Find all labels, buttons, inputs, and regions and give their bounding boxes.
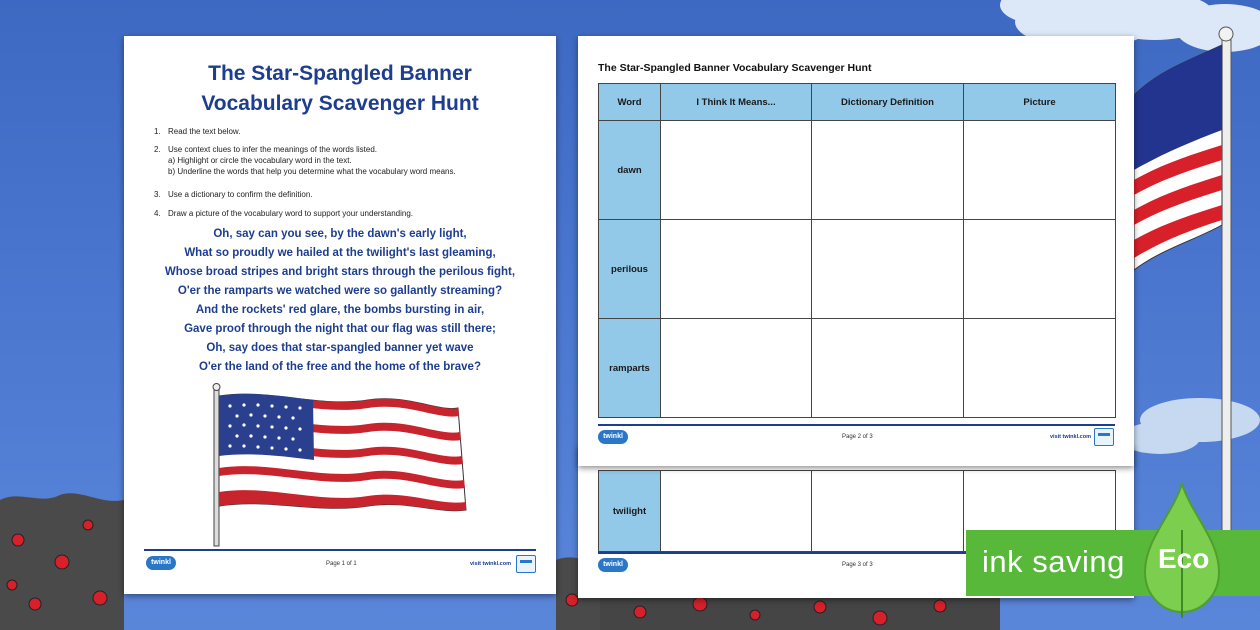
word-cell: dawn <box>599 121 661 220</box>
twinkl-logo: twinkl <box>598 430 628 444</box>
header-word: Word <box>599 84 661 121</box>
eco-label: Eco <box>1158 543 1210 574</box>
visit-link[interactable]: visit twinkl.com <box>470 561 511 567</box>
i-think-it-means-cell[interactable] <box>661 319 812 418</box>
poem-line: Oh, say does that star-spangled banner yet wave <box>206 342 474 354</box>
worksheet-page-1 <box>124 36 556 594</box>
picture-cell[interactable] <box>964 220 1116 319</box>
instruction-sub-a: a) Highlight or circle the vocabulary word in the text. <box>168 156 352 165</box>
word-cell: perilous <box>599 220 661 319</box>
i-think-it-means-cell[interactable] <box>661 471 812 552</box>
poem-line: Oh, say can you see, by the dawn's early light, <box>213 228 467 240</box>
footer-rule <box>144 549 536 551</box>
table-header-row <box>599 84 1116 121</box>
american-flag-illustration <box>208 382 478 552</box>
dictionary-definition-cell[interactable] <box>812 319 964 418</box>
instruction-text: Use a dictionary to confirm the definition. <box>168 190 313 199</box>
table-row <box>599 121 1116 220</box>
twinkl-logo: twinkl <box>598 558 628 572</box>
table-row <box>599 220 1116 319</box>
instruction-number: 1. <box>154 127 161 136</box>
dictionary-definition-cell[interactable] <box>812 471 964 552</box>
picture-cell[interactable] <box>964 121 1116 220</box>
twinkl-logo: twinkl <box>146 556 176 570</box>
poem-line: What so proudly we hailed at the twilight's last gleaming, <box>184 247 496 259</box>
i-think-it-means-cell[interactable] <box>661 220 812 319</box>
footer-rule <box>598 424 1115 426</box>
instruction-4 <box>154 208 544 219</box>
poem-stanza <box>124 225 556 377</box>
cloud <box>1120 398 1260 454</box>
poem-line: Gave proof through the night that our flag was still there; <box>184 323 496 335</box>
instruction-text: Read the text below. <box>168 127 241 136</box>
picture-cell[interactable] <box>964 319 1116 418</box>
instruction-number: 4. <box>154 209 161 218</box>
visit-link[interactable]: visit twinkl.com <box>1050 434 1091 440</box>
i-think-it-means-cell[interactable] <box>661 121 812 220</box>
worksheet-page-2 <box>578 36 1134 466</box>
instruction-text: Use context clues to infer the meanings of the words listed. <box>168 145 377 154</box>
poem-line: O'er the land of the free and the home of the brave? <box>199 361 481 373</box>
instruction-sub-b: b) Underline the words that help you determine what the vocabulary word means. <box>168 167 456 176</box>
page-subtitle: Vocabulary Scavenger Hunt <box>201 92 479 115</box>
instruction-number: 2. <box>154 145 161 154</box>
page-title: The Star-Spangled Banner Vocabulary Scavenger Hunt <box>598 62 872 74</box>
page-title: The Star-Spangled Banner <box>208 62 472 85</box>
quality-badge-icon <box>516 555 536 573</box>
poem-line: O'er the ramparts we watched were so gallantly streaming? <box>177 285 503 297</box>
header-i-think-it-means: I Think It Means... <box>661 84 812 121</box>
instruction-text: Draw a picture of the vocabulary word to support your understanding. <box>168 209 414 218</box>
ink-saving-label: ink saving <box>982 544 1125 579</box>
page-number: Page 3 of 3 <box>842 562 873 568</box>
waving-flag <box>1134 45 1222 270</box>
vocabulary-table <box>598 83 1116 418</box>
instruction-number: 3. <box>154 190 161 199</box>
word-cell: ramparts <box>599 319 661 418</box>
dictionary-definition-cell[interactable] <box>812 220 964 319</box>
table-row <box>599 319 1116 418</box>
page-number: Page 1 of 1 <box>326 561 357 567</box>
header-dictionary-definition: Dictionary Definition <box>812 84 964 121</box>
dictionary-definition-cell[interactable] <box>812 121 964 220</box>
header-picture: Picture <box>964 84 1116 121</box>
instruction-1 <box>154 126 544 137</box>
instruction-3 <box>154 189 544 200</box>
page-number: Page 2 of 3 <box>842 434 873 440</box>
quality-badge-icon <box>1094 428 1114 446</box>
poem-line: And the rockets' red glare, the bombs bursting in air, <box>195 304 485 316</box>
word-cell: twilight <box>599 471 661 552</box>
poem-line: Whose broad stripes and bright stars through the perilous fight, <box>164 266 516 278</box>
instruction-2 <box>154 144 544 177</box>
